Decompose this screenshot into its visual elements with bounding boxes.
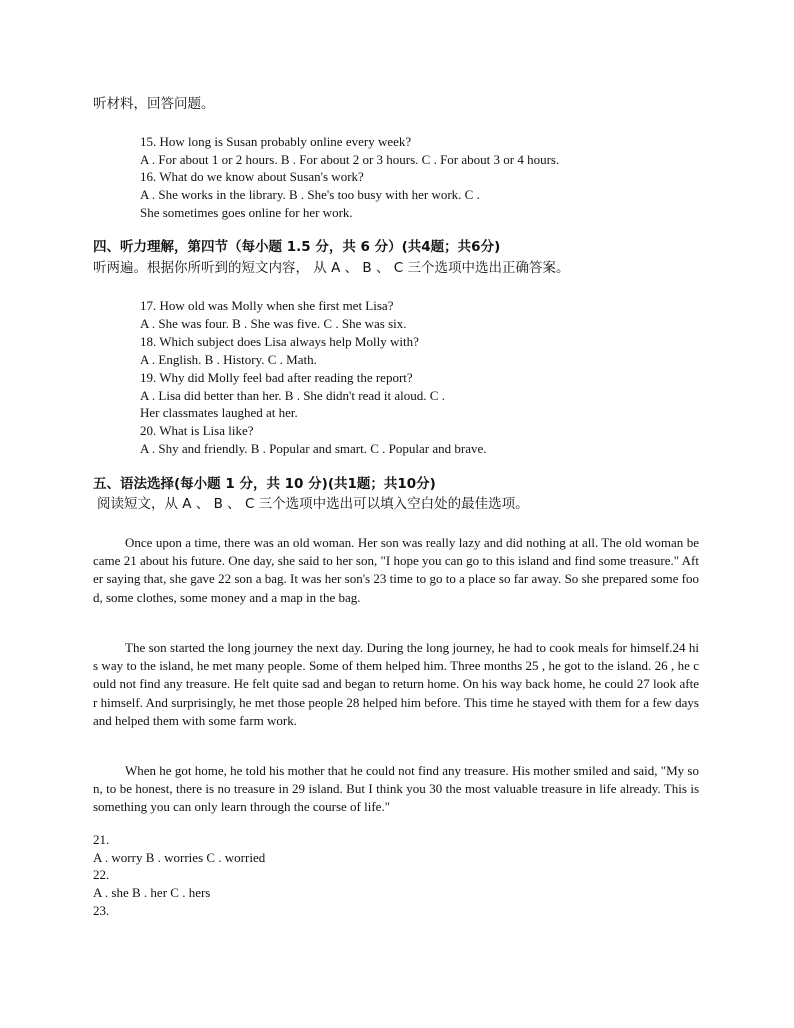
question-20: 20. What is Lisa like? [140, 423, 254, 438]
question-16-options: A . She works in the library. B . She's too busy with her work. C . [140, 187, 480, 202]
intro-line: 听材料，回答问题。 [93, 96, 215, 112]
section-five-heading: 五、语法选择(每小题 1 分，共 10 分)(共1题；共10分) [93, 476, 436, 492]
section-four-heading: 四、听力理解，第四节（每小题 1.5 分，共 6 分）(共4题；共6分) [93, 239, 501, 255]
question-19-option-c: Her classmates laughed at her. [140, 405, 298, 420]
passage-paragraph-3 [93, 762, 699, 817]
question-20-options: A . Shy and friendly. B . Popular and smart. C . Popular and brave. [140, 441, 487, 456]
question-15-options: A . For about 1 or 2 hours. B . For about 2 or 3 hours. C . For about 3 or 4 hours. [140, 152, 560, 167]
question-22-options: A . she B . her C . hers [93, 885, 211, 900]
passage-paragraph-2 [93, 639, 699, 730]
section-four-instruction: 听两遍。根据你所听到的短文内容， 从 A 、 B 、 C 三个选项中选出正确答案。 [93, 260, 570, 276]
passage-paragraph-1-text: Once upon a time, there was an old woman. Her son was really lazy and did nothing at all. The old woman became 21 about his future. One day, she said to her son, "I hope you can go to this island and find some treasure." After saying that, she gave 22 son a bag. It was her son's 23 time to go to a place so far away. So she prepared some food, some clothes, some money and a map in the bag. [93, 535, 699, 605]
passage-paragraph-2-text: The son started the long journey the next day. During the long journey, he had to cook meals for himself.24 his way to the island, he met many people. Some of them helped him. Three months 25 , he got to the island. 26 , he could not find any treasure. He felt quite sad and began to return home. On his way back home, he could 27 look after himself. And surprisingly, he met those people 28 helped him before. This time he stayed with them for a few days and helped them with some farm work. [93, 640, 699, 728]
question-19: 19. Why did Molly feel bad after reading the report? [140, 370, 413, 385]
question-16-option-c: She sometimes goes online for her work. [140, 205, 353, 220]
question-17-options: A . She was four. B . She was five. C . She was six. [140, 316, 407, 331]
passage-paragraph-3-text: When he got home, he told his mother that he could not find any treasure. His mother smiled and said, "My son, to be honest, there is no treasure in 29 island. But I think you 30 the most valuable treasure in life already. This is something you can only learn through the course of life." [93, 763, 699, 815]
section-five-instruction: 阅读短文，从 A 、 B 、 C 三个选项中选出可以填入空白处的最佳选项。 [97, 496, 529, 512]
question-16: 16. What do we know about Susan's work? [140, 169, 364, 184]
question-18-options: A . English. B . History. C . Math. [140, 352, 317, 367]
question-23: 23. [93, 903, 110, 918]
passage-paragraph-1 [93, 534, 699, 607]
question-21-options: A . worry B . worries C . worried [93, 850, 266, 865]
question-15: 15. How long is Susan probably online every week? [140, 134, 412, 149]
question-18: 18. Which subject does Lisa always help Molly with? [140, 334, 419, 349]
question-21: 21. [93, 832, 110, 847]
question-19-options: A . Lisa did better than her. B . She didn't read it aloud. C . [140, 388, 445, 403]
question-17: 17. How old was Molly when she first met Lisa? [140, 298, 394, 313]
question-22: 22. [93, 867, 110, 882]
